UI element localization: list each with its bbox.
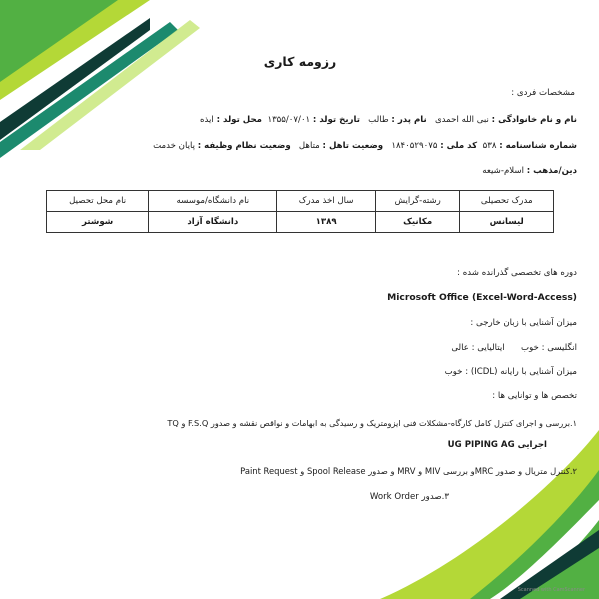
value-national-code: ۱۸۴۰۵۲۹۰۷۵ xyxy=(391,141,438,151)
value-father: طالب xyxy=(368,115,389,125)
education-table xyxy=(46,190,554,233)
personal-header: مشخصات فردی : xyxy=(511,88,575,98)
skill-1-line-2: اجرایی UG PIPING AG xyxy=(447,440,547,450)
skill-2: ۲.کنترل متریال و صدور MRCو بررسی MIV و MRV و صدور Spool Release و Paint Request xyxy=(240,466,577,476)
header-year: سال اخذ مدرک xyxy=(277,191,376,212)
label-id-number: شماره شناسنامه : xyxy=(499,141,577,151)
label-father: نام پدر : xyxy=(391,115,427,125)
courses-header: دوره های تخصصی گذرانده شده : xyxy=(457,268,577,278)
language-italian: ایتالیایی : عالی xyxy=(451,343,505,353)
skill-1-line-1: ۱.بررسی و اجرای کنترل کامل کارگاه-مشکلات فنی ایزومتریک و رسیدگی به ابهامات و نواقص نقشه و صدور F.S.Q و TQ xyxy=(167,418,577,428)
cell-field: مکانیک xyxy=(375,212,460,233)
label-marital: وضعیت تاهل : xyxy=(322,141,384,151)
education-table-header xyxy=(47,191,554,212)
page-title: رزومه کاری xyxy=(263,54,337,69)
label-national-code: کد ملی : xyxy=(440,141,478,151)
language-header: میزان آشنایی با زبان خارجی : xyxy=(470,318,577,328)
scanner-watermark: Scanned with CamScanner xyxy=(517,587,585,593)
value-id-number: ۵۳۸ xyxy=(482,141,497,151)
religion-line xyxy=(482,166,577,176)
language-line xyxy=(451,343,577,353)
value-military: پایان خدمت xyxy=(153,141,195,151)
skill-3: ۳.صدور Work Order xyxy=(369,492,449,502)
computer-skill: میزان آشنایی با رایانه (ICDL) : خوب xyxy=(444,367,577,377)
label-birthdate: تاریخ تولد : xyxy=(312,115,360,125)
header-degree: مدرک تحصیلی xyxy=(460,191,554,212)
header-place: نام محل تحصیل xyxy=(47,191,149,212)
skills-header: تخصص ها و توانایی ها : xyxy=(492,391,577,401)
table-row xyxy=(47,212,554,233)
header-field: رشته-گرایش xyxy=(375,191,460,212)
cell-year: ۱۳۸۹ xyxy=(277,212,376,233)
label-birthplace: محل تولد : xyxy=(216,115,262,125)
personal-line-1 xyxy=(200,115,577,125)
cell-degree: لیسانس xyxy=(460,212,554,233)
personal-line-2 xyxy=(153,141,577,151)
value-marital: متاهل xyxy=(298,141,320,151)
label-fullname: نام و نام خانوادگی : xyxy=(491,115,577,125)
header-university: نام دانشگاه/موسسه xyxy=(149,191,277,212)
cell-place: شوشتر xyxy=(47,212,149,233)
label-religion: دین/مذهب : xyxy=(526,166,577,176)
value-fullname: نبی الله احمدی xyxy=(434,115,489,125)
courses-value: Microsoft Office (Excel-Word-Access) xyxy=(387,292,577,303)
value-birthdate: ۱۳۵۵/۰۷/۰۱ xyxy=(267,115,311,125)
value-birthplace: ایذه xyxy=(200,115,214,125)
label-military: وضعیت نظام وظیفه : xyxy=(197,141,291,151)
value-religion: اسلام-شیعه xyxy=(482,166,524,176)
cell-university: دانشگاه آزاد xyxy=(149,212,277,233)
language-english: انگلیسی : خوب xyxy=(521,343,577,353)
